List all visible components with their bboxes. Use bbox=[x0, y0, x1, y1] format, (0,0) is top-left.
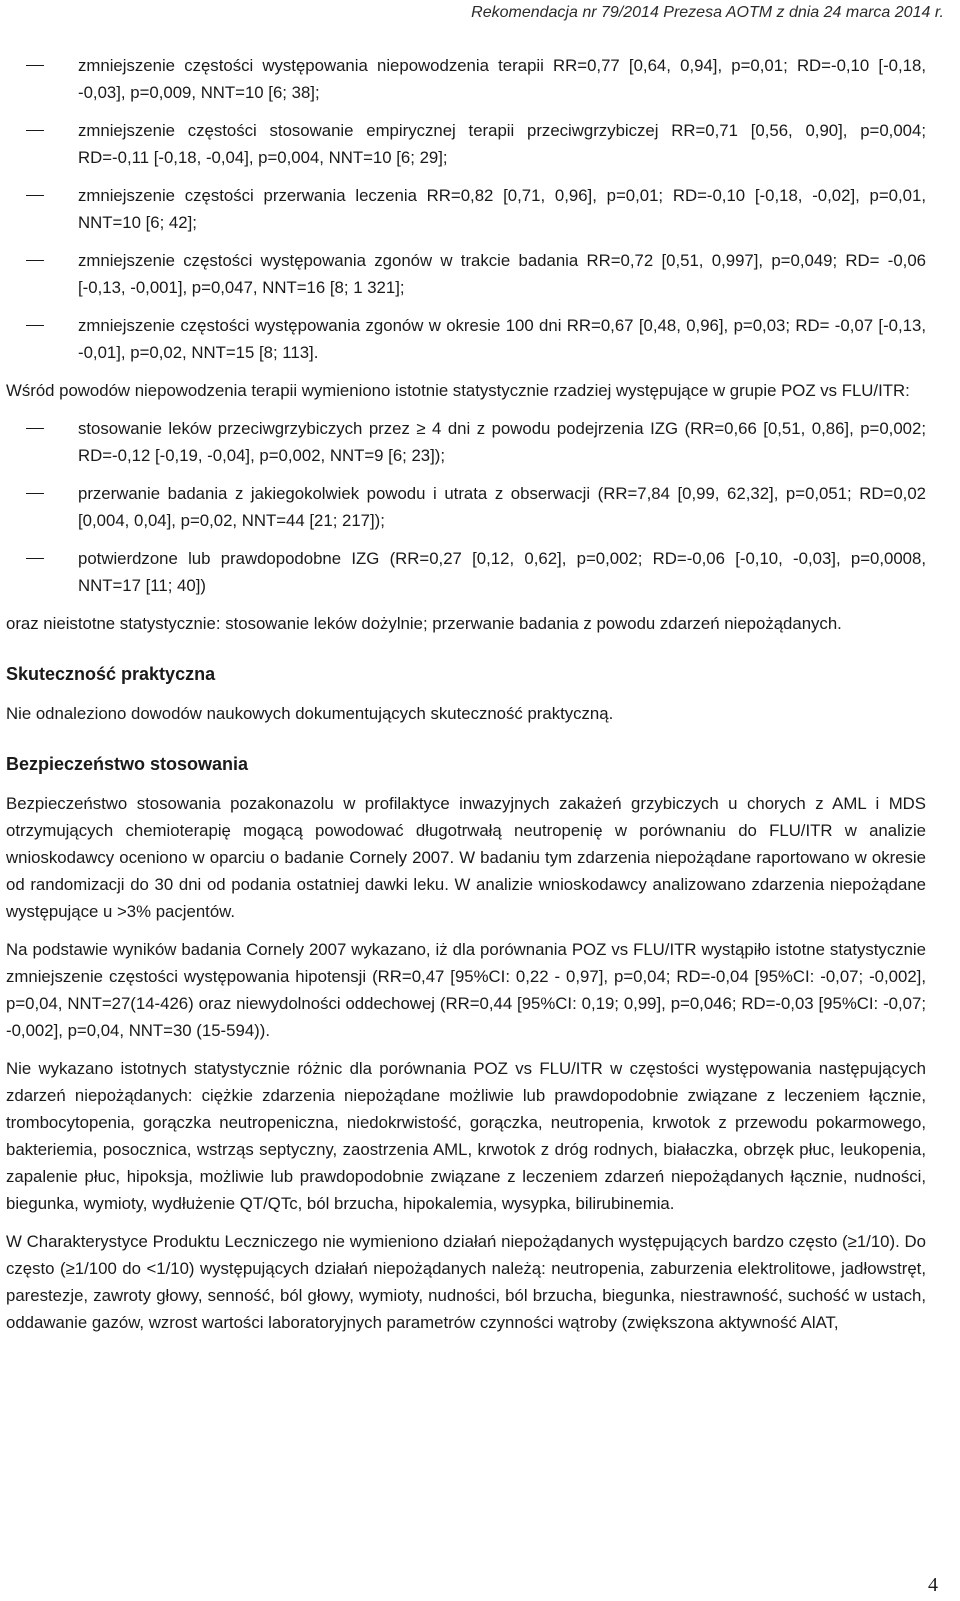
list-item: stosowanie leków przeciwgrzybiczych przez ≥ 4 dni z powodu podejrzenia IZG (RR=0,66 [0,51, 0,86], p=0,002; RD=-0,12 [-0,19, -0,04], p=0,002, NNT=9 [6; 23]); bbox=[6, 415, 926, 469]
list-item: zmniejszenie częstości stosowanie empirycznej terapii przeciwgrzybiczej RR=0,71 [0,56, 0,90], p=0,004; RD=-0,11 [-0,18, -0,04], p=0,004, NNT=10 [6; 29]; bbox=[6, 117, 926, 171]
paragraph-failure-reasons: Wśród powodów niepowodzenia terapii wymieniono istotnie statystycznie rzadziej występujące w grupie POZ vs FLU/ITR: bbox=[6, 381, 910, 400]
paragraph-safety: Bezpieczeństwo stosowania pozakonazolu w profilaktyce inwazyjnych zakażeń grzybiczych u chorych z AML i MDS otrzymujących chemioterapię mogącą powodować długotrwałą neutropenię w porównaniu do FLU/ITR w analizie wnioskodawcy oceniono w oparciu o badanie Cornely 2007. W badaniu tym zdarzenia niepożądane raportowano w okresie od randomizacji do 30 dni od podania ostatniej dawki leku. W analizie wnioskodawcy analizowano zdarzenia niepożądane występujące u >3% pacjentów. bbox=[6, 794, 926, 921]
paragraph-safety: W Charakterystyce Produktu Leczniczego nie wymieniono działań niepożądanych występujących bardzo często (≥1/10). Do często (≥1/100 do <1/10) występujących działań niepożądanych należą: neutropenia, zaburzenia elektrolitowe, jadłowstręt, parestezje, zawroty głowy, senność, ból głowy, wymioty, nudności, ból brzucha, biegunka, niestrawność, suchość w ustach, oddawanie gazów, wzrost wartości laboratoryjnych parametrów czynności wątroby (zwiększona aktywność AlAT, bbox=[6, 1232, 926, 1332]
list-item: zmniejszenie częstości występowania niepowodzenia terapii RR=0,77 [0,64, 0,94], p=0,01; RD=-0,10 [-0,18, -0,03], p=0,009, NNT=10 [6; 38]; bbox=[6, 52, 926, 106]
list-item: zmniejszenie częstości występowania zgonów w okresie 100 dni RR=0,67 [0,48, 0,96], p=0,03; RD= -0,07 [-0,13, -0,01], p=0,02, NNT=15 [8; 113]. bbox=[6, 312, 926, 366]
efficacy-outcomes-list bbox=[6, 52, 926, 366]
paragraph-safety: Na podstawie wyników badania Cornely 2007 wykazano, iż dla porównania POZ vs FLU/ITR wystąpiło istotne statystycznie zmniejszenie częstości występowania hipotensji (RR=0,47 [95%CI: 0,22 - 0,97], p=0,04; RD=-0,04 [95%CI: -0,07; -0,002], p=0,04, NNT=27(14-426) oraz niewydolności oddechowej (RR=0,44 [95%CI: 0,19; 0,99], p=0,046; RD=-0,03 [95%CI: -0,07; -0,002], p=0,04, NNT=30 (15-594)). bbox=[6, 940, 926, 1040]
running-header: Rekomendacja nr 79/2014 Prezesa AOTM z dnia 24 marca 2014 r. bbox=[471, 4, 944, 21]
section-heading-safety: Bezpieczeństwo stosowania bbox=[6, 754, 249, 774]
paragraph-nonsignificant: oraz nieistotne statystycznie: stosowanie leków dożylnie; przerwanie badania z powodu zdarzeń niepożądanych. bbox=[6, 614, 842, 633]
list-item: potwierdzone lub prawdopodobne IZG (RR=0,27 [0,12, 0,62], p=0,002; RD=-0,06 [-0,10, -0,03], p=0,0008, NNT=17 [11; 40]) bbox=[6, 545, 926, 599]
list-item: zmniejszenie częstości przerwania leczenia RR=0,82 [0,71, 0,96], p=0,01; RD=-0,10 [-0,18, -0,02], p=0,01, NNT=10 [6; 42]; bbox=[6, 182, 926, 236]
paragraph-practical-effectiveness: Nie odnaleziono dowodów naukowych dokumentujących skuteczność praktyczną. bbox=[6, 704, 614, 723]
list-item: przerwanie badania z jakiegokolwiek powodu i utrata z obserwacji (RR=7,84 [0,99, 62,32], p=0,051; RD=0,02 [0,004, 0,04], p=0,02, NNT=44 [21; 217]); bbox=[6, 480, 926, 534]
list-item: zmniejszenie częstości występowania zgonów w trakcie badania RR=0,72 [0,51, 0,997], p=0,049; RD= -0,06 [-0,13, -0,001], p=0,047, NNT=16 [8; 1 321]; bbox=[6, 247, 926, 301]
page-number: 4 bbox=[928, 1574, 938, 1596]
paragraph-safety: Nie wykazano istotnych statystycznie różnic dla porównania POZ vs FLU/ITR w częstości występowania następujących zdarzeń niepożądanych: ciężkie zdarzenia niepożądane możliwie lub prawdopodobnie związane z leczeniem łącznie, trombocytopenia, gorączka neutropeniczna, niedokrwistość, gorączka, neutropenia, krwotok z przewodu pokarmowego, bakteriemia, posocznica, wstrząs septyczny, zaostrzenia AML, krwotok z dróg rodnych, białaczka, obrzęk płuc, leukopenia, zapalenie płuc, hipoksja, możliwie lub prawdopodobnie związane z leczeniem zdarzeń niepożądanych łącznie, nudności, biegunka, wymioty, wydłużenie QT/QTc, ból brzucha, hipokalemia, wysypka, bilirubinemia. bbox=[6, 1059, 926, 1213]
section-heading-practical-effectiveness: Skuteczność praktyczna bbox=[6, 664, 216, 684]
failure-reasons-list bbox=[6, 415, 926, 599]
page-content bbox=[6, 52, 926, 1347]
